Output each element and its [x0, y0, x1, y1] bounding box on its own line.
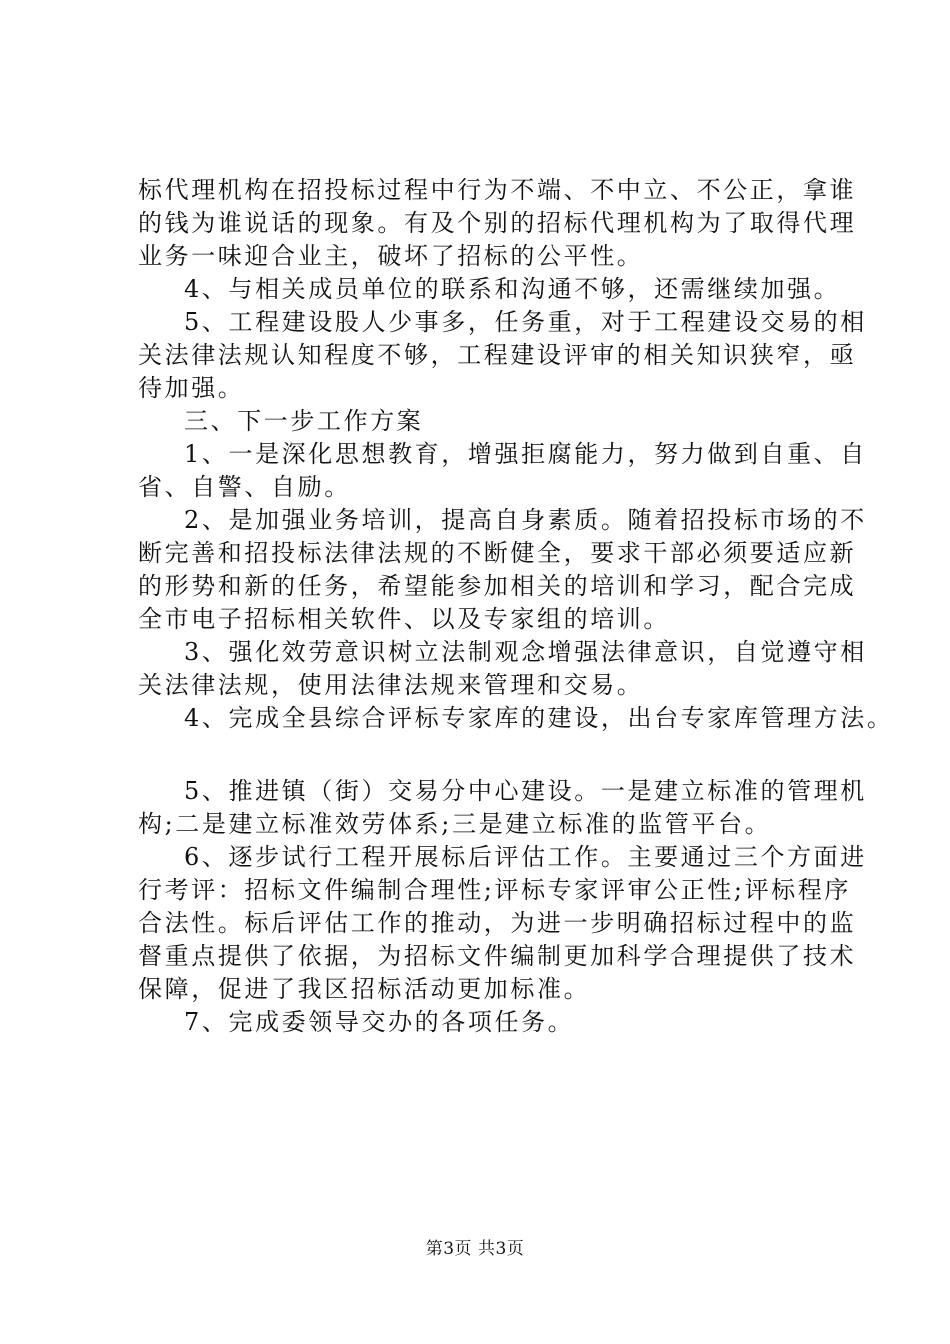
plan-item-4: 4、完成全县综合评标专家库的建设，出台专家库管理方法。: [184, 704, 894, 732]
text-line: 断完善和招投标法律法规的不断健全，要求干部必须要适应新: [138, 539, 857, 567]
text-line: 督重点提供了依据，为招标文件编制更加科学合理提供了技术: [138, 942, 857, 970]
paragraph-gap: [138, 735, 858, 775]
plan-item-2: 2、是加强业务培训，提高自身素质。随着招投标市场的不: [184, 506, 867, 534]
text-line: 关法律法规认知程度不够，工程建设评审的相关知识狭窄，亟: [138, 341, 857, 369]
text-line: 构;二是建立标准效劳体系;三是建立标准的监管平台。: [138, 810, 772, 838]
text-line: 保障，促进了我区招标活动更加标准。: [138, 975, 591, 1003]
text-line: 的形势和新的任务，希望能参加相关的培训和学习，配合完成: [138, 572, 857, 600]
plan-item-6: 6、逐步试行工程开展标后评估工作。主要通过三个方面进: [184, 843, 867, 871]
text-line: 待加强。: [138, 374, 245, 402]
page-footer: 第3页 共3页: [425, 1239, 525, 1259]
plan-item-1: 1、一是深化思想教育，增强拒腐能力，努力做到自重、自: [184, 440, 867, 468]
text-line: 标代理机构在招投标过程中行为不端、不中立、不公正，拿谁: [138, 176, 857, 204]
text-line: 省、自警、自励。: [138, 473, 351, 501]
paragraph-item-5: 5、工程建设股人少事多，任务重，对于工程建设交易的相: [184, 308, 867, 336]
section-heading: 三、下一步工作方案: [184, 407, 424, 435]
plan-item-7: 7、完成委领导交办的各项任务。: [184, 1008, 575, 1036]
text-line: 行考评：招标文件编制合理性;评标专家评审公正性;评标程序: [138, 876, 851, 904]
text-line: 关法律法规，使用法律法规来管理和交易。: [138, 671, 644, 699]
text-line: 全市电子招标相关软件、以及专家组的培训。: [138, 605, 670, 633]
text-line: 业务一味迎合业主，破坏了招标的公平性。: [138, 242, 644, 270]
plan-item-3: 3、强化效劳意识树立法制观念增强法律意识，自觉遵守相: [184, 638, 867, 666]
document-body: [138, 174, 894, 1039]
plan-item-5: 5、推进镇（街）交易分中心建设。一是建立标准的管理机: [184, 777, 867, 805]
text-line: 合法性。标后评估工作的推动，为进一步明确招标过程中的监: [138, 909, 857, 937]
paragraph-item-4: 4、与相关成员单位的联系和沟通不够，还需继续加强。: [184, 275, 841, 303]
text-line: 的钱为谁说话的现象。有及个别的招标代理机构为了取得代理: [138, 209, 857, 237]
